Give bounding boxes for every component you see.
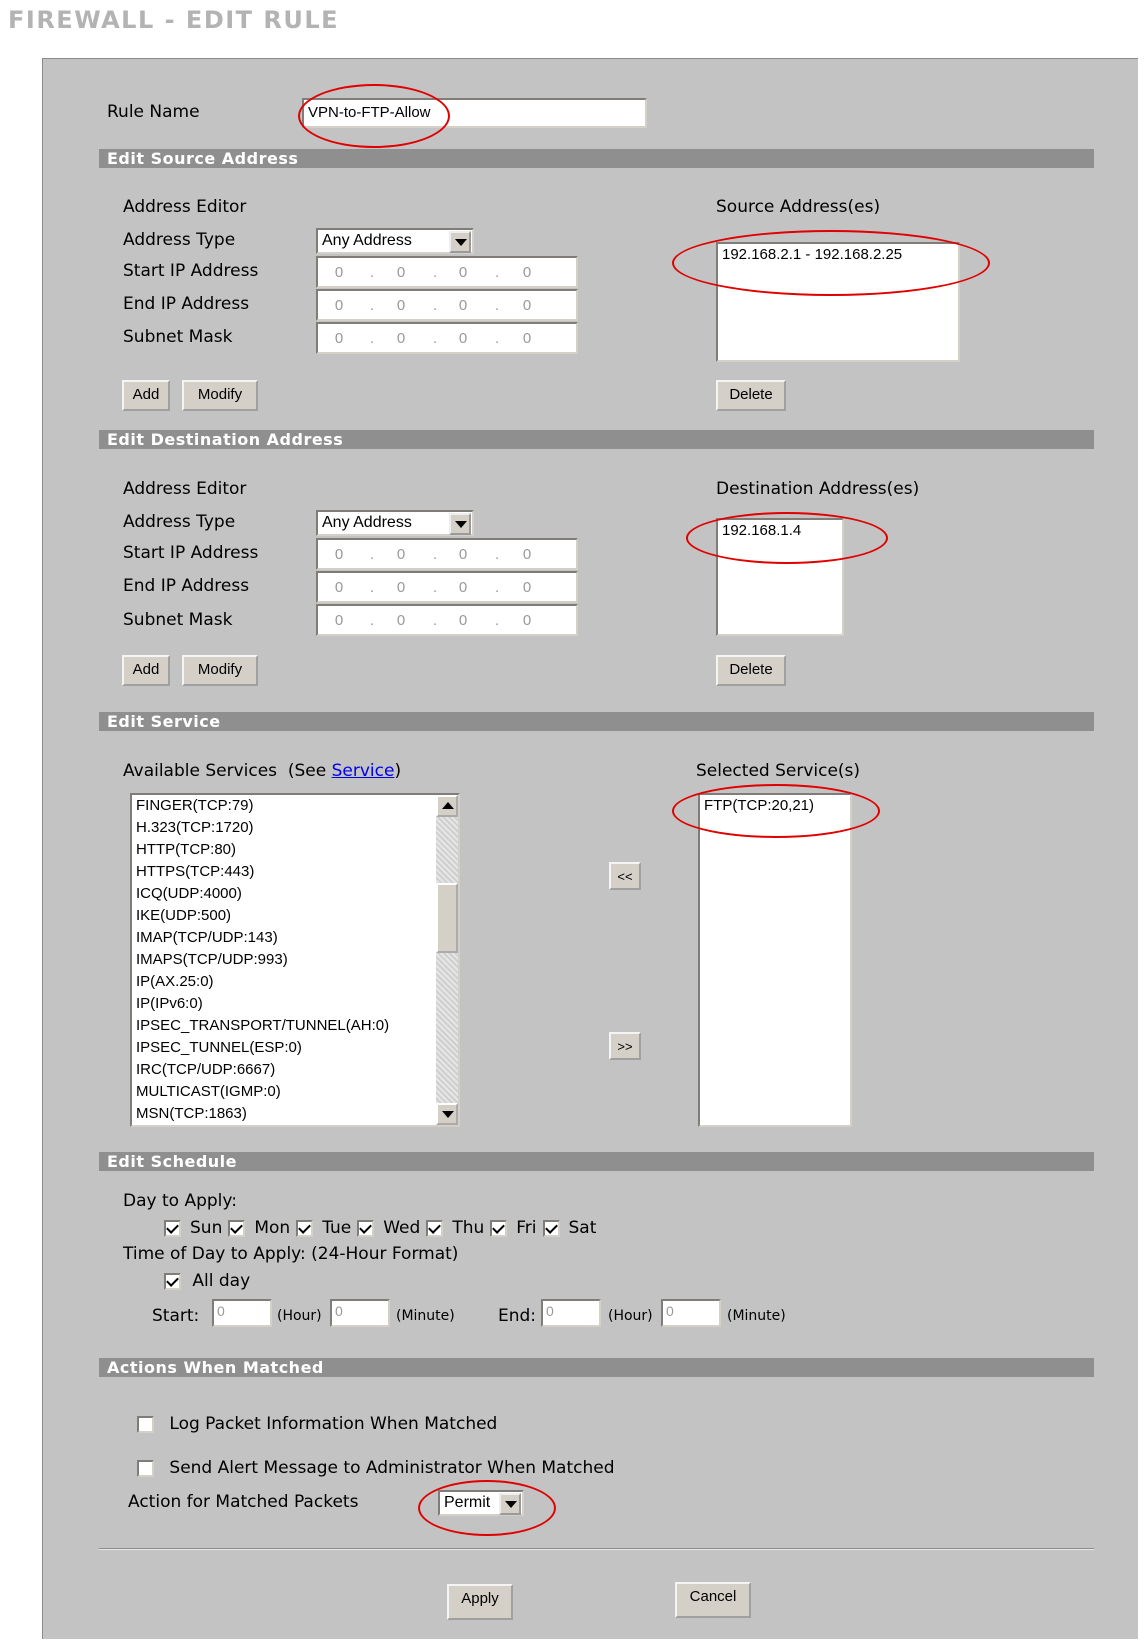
- ip-octet: 0: [458, 297, 468, 314]
- rule-name-label: Rule Name: [107, 102, 200, 122]
- source-delete-button[interactable]: Delete: [716, 380, 786, 411]
- source-modify-button[interactable]: Modify: [182, 380, 258, 411]
- day-label: Sun: [190, 1218, 223, 1238]
- ip-octet: 0: [458, 264, 468, 281]
- ip-octet: 0: [334, 612, 344, 629]
- end-minute-input[interactable]: 0: [661, 1299, 721, 1327]
- ip-octet: 0: [458, 546, 468, 563]
- section-edit-service: Edit Service: [99, 712, 1094, 731]
- day-label: Sat: [568, 1218, 597, 1238]
- destination-address-editor-label: Address Editor: [123, 479, 247, 499]
- day-checkbox[interactable]: [228, 1220, 245, 1237]
- day-checkbox[interactable]: [357, 1220, 374, 1237]
- ip-octet: 0: [396, 330, 406, 347]
- list-item[interactable]: IPSEC_TRANSPORT/TUNNEL(AH:0): [136, 1017, 390, 1034]
- list-item[interactable]: FTP(TCP:20,21): [704, 797, 815, 814]
- day-checkbox[interactable]: [543, 1220, 560, 1237]
- ip-octet: 0: [522, 579, 532, 596]
- list-item[interactable]: IPSEC_TUNNEL(ESP:0): [136, 1039, 302, 1056]
- ip-octet: 0: [334, 330, 344, 347]
- ip-octet: 0: [458, 612, 468, 629]
- highlight-ellipse-destination: [686, 512, 888, 564]
- list-item[interactable]: IP(IPv6:0): [136, 995, 203, 1012]
- log-packet-label: Log Packet Information When Matched: [169, 1414, 498, 1434]
- end-minute-label: (Minute): [727, 1308, 786, 1324]
- list-item[interactable]: MSN(TCP:1863): [136, 1105, 247, 1122]
- day-label: Tue: [322, 1218, 352, 1238]
- start-minute-input[interactable]: 0: [330, 1299, 390, 1327]
- section-actions-when-matched: Actions When Matched: [99, 1358, 1094, 1377]
- source-address-editor-label: Address Editor: [123, 197, 247, 217]
- available-services-scrollbar[interactable]: [436, 795, 458, 1125]
- highlight-ellipse-source: [672, 230, 990, 296]
- ip-octet: 0: [522, 612, 532, 629]
- chevron-down-icon[interactable]: [449, 513, 471, 535]
- ip-octet: 0: [396, 264, 406, 281]
- time-of-day-label: Time of Day to Apply: (24-Hour Format): [123, 1244, 459, 1264]
- day-label: Wed: [383, 1218, 421, 1238]
- destination-delete-button[interactable]: Delete: [716, 655, 786, 686]
- destination-add-button[interactable]: Add: [122, 655, 170, 686]
- start-hour-input[interactable]: 0: [212, 1299, 272, 1327]
- section-edit-source-address: Edit Source Address: [99, 149, 1094, 168]
- ip-octet: 0: [522, 264, 532, 281]
- end-label: End:: [498, 1306, 537, 1326]
- list-item[interactable]: IRC(TCP/UDP:6667): [136, 1061, 276, 1078]
- day-label: Thu: [452, 1218, 485, 1238]
- rule-name-input[interactable]: VPN-to-FTP-Allow: [302, 98, 647, 128]
- chevron-down-icon[interactable]: [449, 231, 471, 253]
- source-address-type-label: Address Type: [123, 230, 236, 250]
- ip-octet: 0: [522, 330, 532, 347]
- ip-octet: 0: [396, 546, 406, 563]
- list-item[interactable]: ICQ(UDP:4000): [136, 885, 242, 902]
- selected-services-label: Selected Service(s): [696, 761, 861, 781]
- day-checkbox[interactable]: [296, 1220, 313, 1237]
- destination-modify-button[interactable]: Modify: [182, 655, 258, 686]
- source-end-ip-label: End IP Address: [123, 294, 250, 314]
- list-item[interactable]: IKE(UDP:500): [136, 907, 232, 924]
- ip-octet: 0: [396, 297, 406, 314]
- service-link[interactable]: Service: [331, 761, 395, 781]
- page-title: FIREWALL - EDIT RULE: [8, 6, 340, 34]
- list-item[interactable]: 192.168.2.1 - 192.168.2.25: [722, 246, 903, 263]
- ip-octet: 0: [458, 330, 468, 347]
- start-hour-label: (Hour): [277, 1308, 322, 1324]
- cancel-button[interactable]: Cancel: [675, 1582, 751, 1618]
- day-label: Fri: [516, 1218, 537, 1238]
- source-end-ip-input[interactable]: 0 . 0 . 0 . 0: [316, 289, 578, 321]
- destination-subnet-mask-input[interactable]: 0 . 0 . 0 . 0: [316, 604, 578, 636]
- list-item[interactable]: H.323(TCP:1720): [136, 819, 254, 836]
- add-service-button[interactable]: >>: [609, 1032, 641, 1060]
- list-item[interactable]: HTTPS(TCP:443): [136, 863, 255, 880]
- all-day-label: All day: [192, 1271, 251, 1291]
- list-item[interactable]: 192.168.1.4: [722, 522, 802, 539]
- day-to-apply-label: Day to Apply:: [123, 1191, 237, 1211]
- available-services-list[interactable]: [130, 793, 460, 1127]
- source-subnet-mask-label: Subnet Mask: [123, 327, 233, 347]
- list-item[interactable]: IMAP(TCP/UDP:143): [136, 929, 278, 946]
- ip-octet: 0: [334, 546, 344, 563]
- end-hour-input[interactable]: 0: [541, 1299, 601, 1327]
- list-item[interactable]: MULTICAST(IGMP:0): [136, 1083, 281, 1100]
- ip-octet: 0: [522, 297, 532, 314]
- source-start-ip-label: Start IP Address: [123, 261, 259, 281]
- list-item[interactable]: IP(AX.25:0): [136, 973, 214, 990]
- send-alert-label: Send Alert Message to Administrator When Matched: [169, 1458, 615, 1478]
- destination-address-type-value: Any Address: [322, 514, 412, 531]
- highlight-ellipse-action: [418, 1480, 556, 1536]
- source-address-type-select[interactable]: [316, 228, 474, 254]
- ip-octet: 0: [522, 546, 532, 563]
- action-matched-label: Action for Matched Packets: [128, 1492, 359, 1512]
- list-item[interactable]: FINGER(TCP:79): [136, 797, 254, 814]
- available-services-suffix: ): [394, 761, 402, 781]
- log-packet-row: [137, 1414, 497, 1434]
- highlight-ellipse-rule-name: [298, 84, 450, 148]
- highlight-ellipse-service: [672, 784, 880, 838]
- list-item[interactable]: IMAPS(TCP/UDP:993): [136, 951, 288, 968]
- scroll-up-icon[interactable]: [436, 795, 458, 817]
- selected-services-list[interactable]: [698, 793, 852, 1127]
- source-addresses-label: Source Address(es): [716, 197, 881, 217]
- start-minute-label: (Minute): [396, 1308, 455, 1324]
- destination-end-ip-input[interactable]: 0 . 0 . 0 . 0: [316, 571, 578, 603]
- section-edit-schedule: Edit Schedule: [99, 1152, 1094, 1171]
- destination-start-ip-input[interactable]: 0 . 0 . 0 . 0: [316, 538, 578, 570]
- apply-button[interactable]: Apply: [447, 1584, 513, 1620]
- destination-addresses-label: Destination Address(es): [716, 479, 920, 499]
- day-checkbox[interactable]: [426, 1220, 443, 1237]
- log-packet-checkbox[interactable]: [137, 1416, 154, 1433]
- available-services-text: Available Services (See: [123, 761, 332, 781]
- ip-octet: 0: [334, 264, 344, 281]
- destination-start-ip-label: Start IP Address: [123, 543, 259, 563]
- ip-octet: 0: [458, 579, 468, 596]
- ip-octet: 0: [334, 579, 344, 596]
- send-alert-row: [137, 1458, 615, 1478]
- send-alert-checkbox[interactable]: [137, 1460, 154, 1477]
- source-start-ip-input[interactable]: 0 . 0 . 0 . 0: [316, 256, 578, 288]
- remove-service-button[interactable]: <<: [609, 862, 641, 890]
- destination-end-ip-label: End IP Address: [123, 576, 250, 596]
- days-row: [164, 1218, 602, 1238]
- action-select-value: Permit: [444, 1494, 491, 1511]
- scroll-down-icon[interactable]: [436, 1103, 458, 1125]
- destination-address-type-label: Address Type: [123, 512, 236, 532]
- section-edit-destination-address: Edit Destination Address: [99, 430, 1094, 449]
- source-address-type-value: Any Address: [322, 232, 412, 249]
- day-label: Mon: [254, 1218, 291, 1238]
- destination-address-type-select[interactable]: [316, 510, 474, 536]
- day-checkbox[interactable]: [164, 1220, 181, 1237]
- source-add-button[interactable]: Add: [122, 380, 170, 411]
- available-services-items: [132, 795, 458, 1125]
- all-day-checkbox[interactable]: [164, 1273, 181, 1290]
- ip-octet: 0: [334, 297, 344, 314]
- source-subnet-mask-input[interactable]: 0 . 0 . 0 . 0: [316, 322, 578, 354]
- ip-octet: 0: [396, 612, 406, 629]
- end-hour-label: (Hour): [608, 1308, 653, 1324]
- list-item[interactable]: HTTP(TCP:80): [136, 841, 237, 858]
- divider: [99, 1548, 1094, 1550]
- available-services-label: [123, 761, 401, 781]
- all-day-row: [164, 1271, 250, 1291]
- day-checkbox[interactable]: [490, 1220, 507, 1237]
- ip-octet: 0: [396, 579, 406, 596]
- scroll-thumb[interactable]: [436, 883, 458, 953]
- destination-subnet-mask-label: Subnet Mask: [123, 610, 233, 630]
- start-label: Start:: [152, 1306, 200, 1326]
